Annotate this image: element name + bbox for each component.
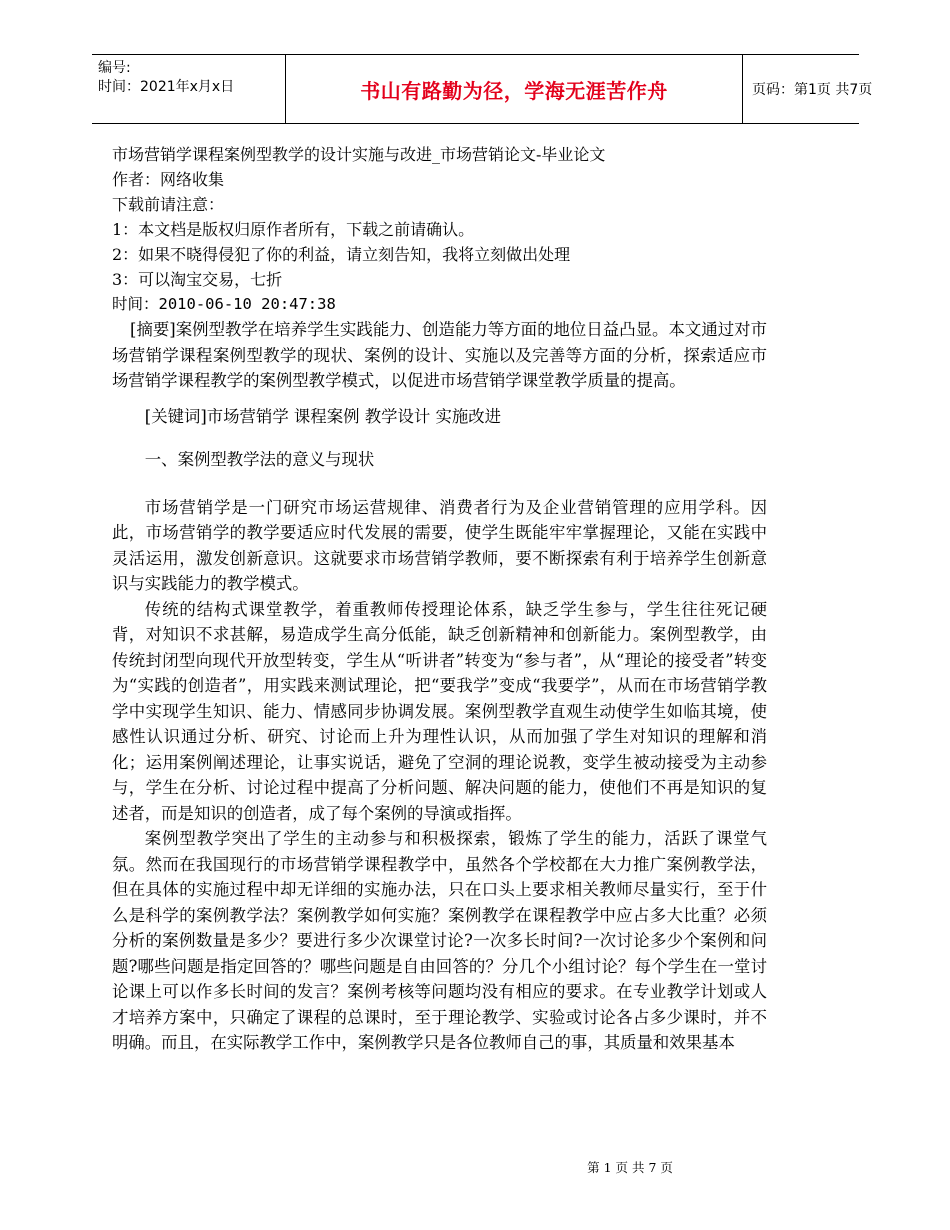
header-motto-cell — [285, 55, 743, 123]
motto: 书山有路勤为径，学海无涯苦作舟 — [360, 79, 668, 103]
keywords: [关键词]市场营销学 课程案例 教学设计 实施改进 — [144, 406, 502, 426]
number-label: 编号: — [98, 60, 131, 76]
paragraph-1: 市场营销学是一门研究市场运营规律、消费者行为及企业营销管理的应用学科。因此，市场营销学的教学要适应时代发展的需要，使学生既能牢牢掌握理论，又能在实践中灵活运用，激发创新意识。这就要求市场营销学教师，要不断探索有利于培养学生创新意识与实践能力的教学模式。 — [112, 497, 767, 593]
section-heading: 一、案例型教学法的意义与现状 — [144, 450, 375, 469]
time-line: 时间：2021年x月x日 — [98, 79, 235, 95]
page-footer: 第 1 页 共 7 页 — [587, 1160, 673, 1175]
header-page-info: 页码：第1页 共7页 — [752, 82, 873, 98]
abstract: [摘要]案例型教学在培养学生实践能力、创造能力等方面的地位日益凸显。本文通过对市场营销学课程案例型教学的现状、案例的设计、实施以及完善等方面的分析，探索适应市场营销学课程教学的案例型教学模式，以促进市场营销学课堂教学质量的提高。 — [112, 320, 767, 390]
paragraph-3: 案例型教学突出了学生的主动参与和积极探索，锻炼了学生的能力，活跃了课堂气氛。然而在我国现行的市场营销学课程教学中，虽然各个学校都在大力推广案例教学法，但在具体的实施过程中却无详细的实施办法，只在口头上要求相关教师尽量实行，至于什么是科学的案例教学法？案例教学如何实施？案例教学在课程教学中应占多大比重？必须分析的案例数量是多少？要进行多少次课堂讨论?一次多长时间?一次讨论多少个案例和问题?哪些问题是指定回答的？哪些问题是自由回答的？分几个小组讨论？每个学生在一堂讨论课上可以作多长时间的发言？案例考核等问题均没有相应的要求。在专业教学计划或人才培养方案中，只确定了课程的总课时，至于理论教学、实验或讨论各占多少课时，并不明确。而且，在实际教学工作中，案例教学只是各位教师自己的事，其质量和效果基本 — [112, 829, 767, 1052]
header-meta — [98, 59, 284, 97]
doc-author: 作者：网络收集 — [112, 170, 225, 189]
page-header — [92, 54, 873, 124]
doc-title: 市场营销学课程案例型教学的设计实施与改进_市场营销论文-毕业论文 — [112, 145, 606, 164]
notice-item-1: 1：本文档是版权归原作者所有，下载之前请确认。 — [112, 220, 475, 239]
notice-item-3: 3：可以淘宝交易，七折 — [112, 270, 283, 289]
document-body — [112, 142, 767, 1056]
notice-title: 下载前请注意： — [112, 195, 225, 214]
notice-item-2: 2：如果不晓得侵犯了你的利益，请立刻告知，我将立刻做出处理 — [112, 245, 571, 264]
doc-time: 时间：2010-06-10 20:47:38 — [112, 295, 336, 313]
paragraph-2: 传统的结构式课堂教学，着重教师传授理论体系，缺乏学生参与，学生往往死记硬背，对知识不求甚解，易造成学生高分低能，缺乏创新精神和创新能力。案例型教学，由传统封闭型向现代开放型转变，学生从“听讲者”转变为“参与者”，从“理论的接受者”转变为“实践的创造者”，用实践来测试理论，把“要我学”变成“我要学”，从而在市场营销学教学中实现学生知识、能力、情感同步协调发展。案例型教学直观生动使学生如临其境，使感性认识通过分析、研究、讨论而上升为理性认识，从而加强了学生对知识的理解和消化；运用案例阐述理论，让事实说话，避免了空洞的理论说教，变学生被动接受为主动参与，学生在分析、讨论过程中提高了分析问题、解决问题的能力，使他们不再是知识的复述者，而是知识的创造者，成了每个案例的导演或指挥。 — [112, 599, 767, 823]
